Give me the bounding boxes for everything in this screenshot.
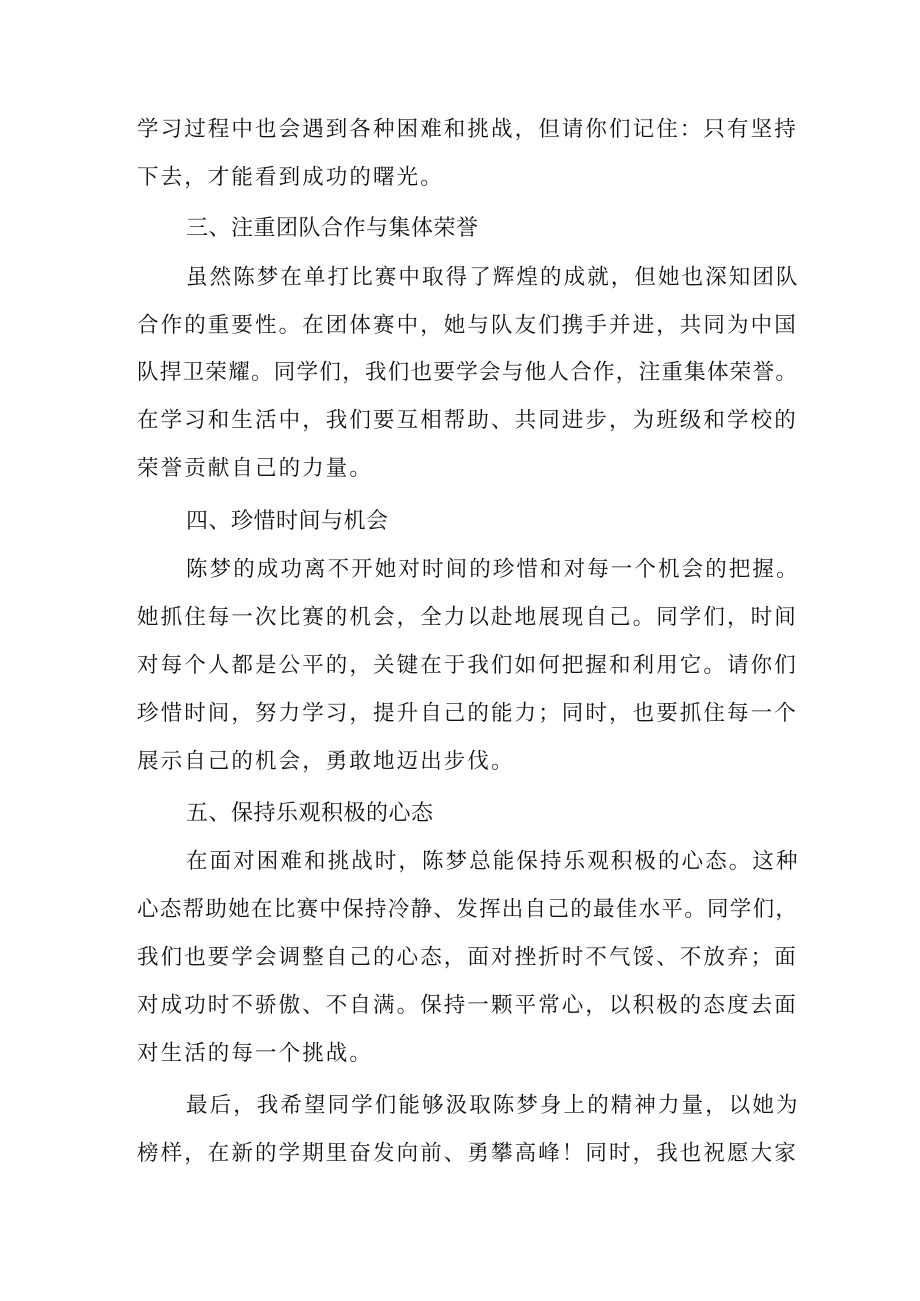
body-text-line: 下去，才能看到成功的曙光。 bbox=[137, 165, 444, 190]
body-text-line: 最后，我希望同学们能够汲取陈梦身上的精神力量，以她为 bbox=[186, 1093, 800, 1118]
body-text-line: 在面对困难和挑战时，陈梦总能保持乐观积极的心态。这种 bbox=[186, 849, 800, 874]
body-text-line: 陈梦的成功离不开她对时间的珍惜和对每一个机会的把握。 bbox=[186, 557, 800, 582]
body-text-line: 队捍卫荣耀。同学们，我们也要学会与他人合作，注重集体荣誉。 bbox=[137, 360, 799, 385]
body-text-line: 对每个人都是公平的，关键在于我们如何把握和利用它。请你们 bbox=[137, 653, 798, 678]
body-text-line: 她抓住每一次比赛的机会，全力以赴地展现自己。同学们，时间 bbox=[137, 605, 798, 630]
body-text-line: 虽然陈梦在单打比赛中取得了辉煌的成就，但她也深知团队 bbox=[186, 265, 800, 290]
body-text-line: 珍惜时间，努力学习，提升自己的能力；同时，也要抓住每一个 bbox=[137, 701, 798, 726]
body-text-line: 合作的重要性。在团体赛中，她与队友们携手并进，共同为中国 bbox=[137, 313, 798, 338]
body-text-line: 我们也要学会调整自己的心态，面对挫折时不气馁、不放弃；面 bbox=[137, 945, 798, 970]
section-heading: 三、注重团队合作与集体荣誉 bbox=[186, 216, 479, 241]
body-text-line: 学习过程中也会遇到各种困难和挑战，但请你们记住：只有坚持 bbox=[137, 117, 798, 142]
body-text-line: 榜样，在新的学期里奋发向前、勇攀高峰！同时，我也祝愿大家 bbox=[137, 1141, 798, 1166]
body-text-line: 对成功时不骄傲、不自满。保持一颗平常心，以积极的态度去面 bbox=[137, 993, 798, 1018]
body-text-line: 荣誉贡献自己的力量。 bbox=[137, 456, 374, 481]
body-text-line: 展示自己的机会，勇敢地迈出步伐。 bbox=[137, 749, 515, 774]
section-heading: 五、保持乐观积极的心态 bbox=[186, 801, 434, 826]
body-text-line: 在学习和生活中，我们要互相帮助、共同进步，为班级和学校的 bbox=[137, 408, 798, 433]
body-text-line: 心态帮助她在比赛中保持冷静、发挥出自己的最佳水平。同学们， bbox=[137, 897, 799, 922]
body-text-line: 对生活的每一个挑战。 bbox=[137, 1041, 374, 1066]
section-heading: 四、珍惜时间与机会 bbox=[186, 509, 389, 534]
